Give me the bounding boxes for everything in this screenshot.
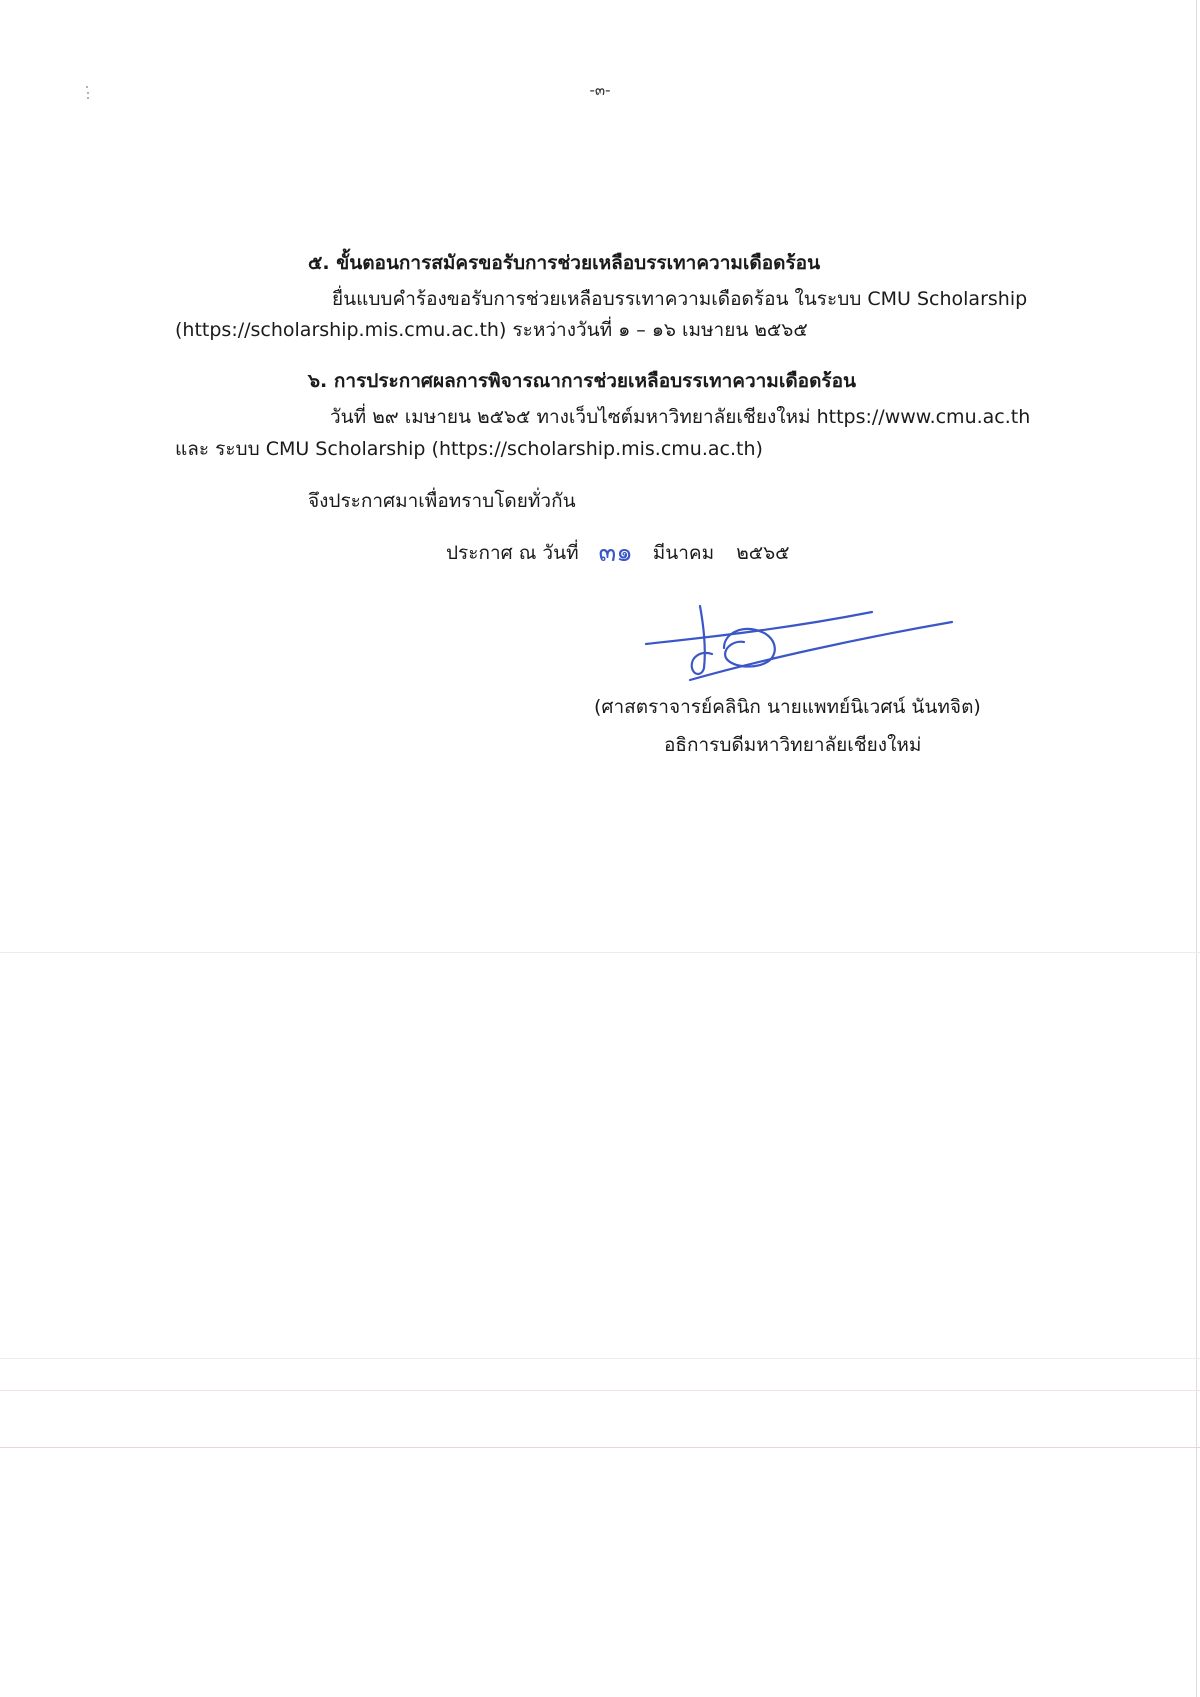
scan-artifact-line [0, 1358, 1200, 1359]
dateline-year: ๒๕๖๕ [736, 542, 790, 564]
dateline-day-handwritten: ๓๑ [598, 538, 633, 568]
section-5-heading: ๕. ขั้นตอนการสมัครขอรับการช่วยเหลือบรรเทาความเดือดร้อน [308, 252, 821, 274]
announcement-dateline [446, 536, 790, 570]
signer-title: อธิการบดีมหาวิทยาลัยเชียงใหม่ [664, 734, 922, 756]
dateline-month: มีนาคม [652, 542, 715, 564]
section-5-text-line-2: (https://scholarship.mis.cmu.ac.th) ระหว่างวันที่ ๑ – ๑๖ เมษายน ๒๕๖๕ [175, 319, 808, 341]
section-6-text-line-1: วันที่ ๒๙ เมษายน ๒๕๖๕ ทางเว็บไซต์มหาวิทยาลัยเชียงใหม่ https://www.cmu.ac.th [330, 406, 1031, 428]
scan-artifact-line [0, 1447, 1200, 1448]
page-number: -๓- [589, 81, 611, 99]
dateline-prefix: ประกาศ ณ วันที่ [446, 542, 579, 564]
scan-artifact-line [0, 1390, 1200, 1391]
section-6-text-line-2: และ ระบบ CMU Scholarship (https://scholarship.mis.cmu.ac.th) [175, 438, 763, 460]
scan-artifact-line [0, 952, 1200, 953]
closing-statement: จึงประกาศมาเพื่อทราบโดยทั่วกัน [308, 490, 576, 512]
section-6-heading: ๖. การประกาศผลการพิจารณาการช่วยเหลือบรรเทาความเดือดร้อน [308, 370, 857, 392]
signature-image [640, 598, 960, 694]
signer-name: (ศาสตราจารย์คลินิก นายแพทย์นิเวศน์ นันทจิต) [594, 696, 981, 718]
scan-edge [1196, 0, 1197, 1697]
section-5-text-line-1: ยื่นแบบคำร้องขอรับการช่วยเหลือบรรเทาความเดือดร้อน ในระบบ CMU Scholarship [332, 288, 1028, 310]
